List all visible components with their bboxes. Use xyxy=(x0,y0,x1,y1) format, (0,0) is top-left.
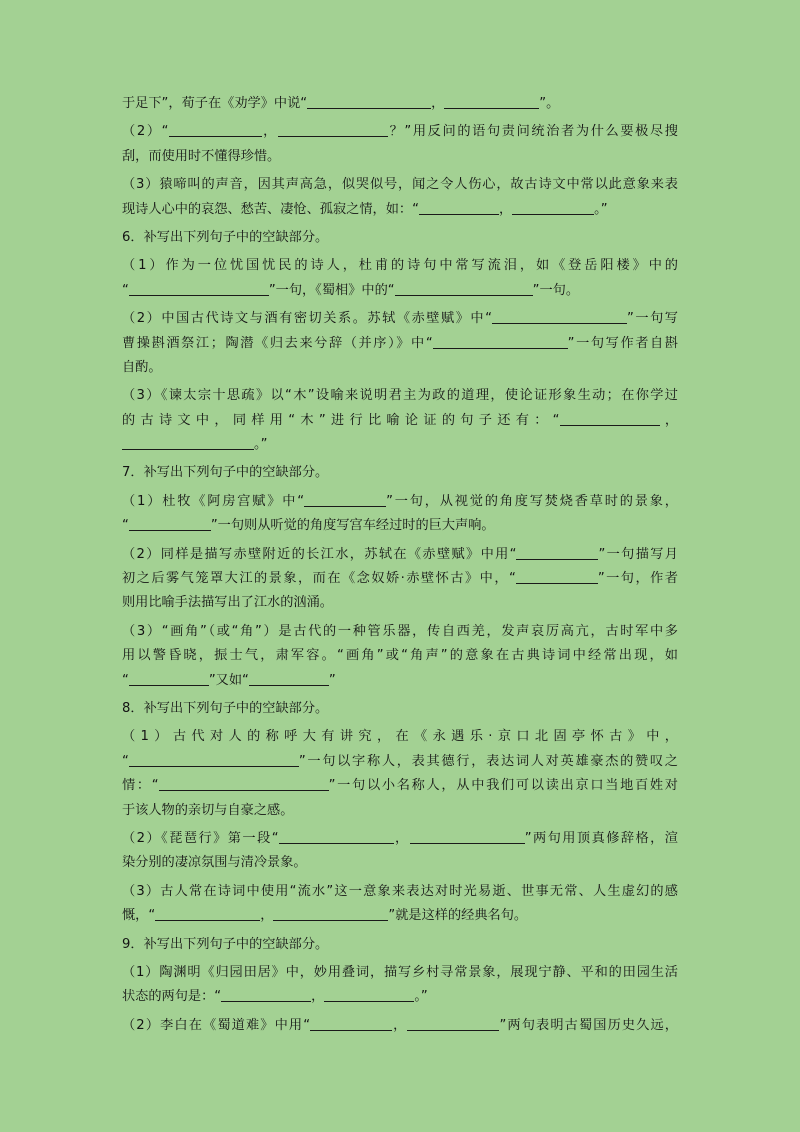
line-text: （3）“画角”（或“角”）是古代的一种管乐器，传自西羌，发声哀厉高亢，古时军中多 xyxy=(122,623,678,639)
text-line xyxy=(122,490,678,514)
line-text: （2）同样是描写赤壁附近的长江水，苏轼在《赤壁赋》中用“ xyxy=(122,546,517,562)
line-text: ”两句用顶真修辞格，渲 xyxy=(524,830,678,846)
text-line xyxy=(122,461,678,485)
line-text: “ xyxy=(122,672,129,688)
line-text: 状态的两句是：“ xyxy=(122,989,222,1005)
line-text: （2）李白在《蜀道难》中用“ xyxy=(122,1017,311,1033)
fill-in-blank[interactable] xyxy=(324,988,414,1002)
fill-in-blank[interactable] xyxy=(307,95,431,109)
text-line xyxy=(122,514,678,538)
text-line xyxy=(122,307,678,331)
fill-in-blank[interactable] xyxy=(249,672,329,686)
fill-in-blank[interactable] xyxy=(492,310,627,324)
line-text: ”一句。 xyxy=(532,282,580,298)
text-line xyxy=(122,774,678,798)
line-text: ， xyxy=(431,96,445,111)
line-text: 刮，而使用时不懂得珍惜。 xyxy=(122,148,281,164)
text-line xyxy=(122,145,678,169)
fill-in-blank[interactable] xyxy=(304,493,386,507)
fill-in-blank[interactable] xyxy=(395,282,533,296)
line-text: ， xyxy=(311,989,325,1005)
text-line xyxy=(122,669,678,693)
fill-in-blank[interactable] xyxy=(129,672,209,686)
line-text: 情：“ xyxy=(122,778,159,794)
fill-in-blank[interactable] xyxy=(129,282,269,296)
fill-in-blank[interactable] xyxy=(159,777,329,791)
text-line xyxy=(122,567,678,591)
line-text: （1）杜牧《阿房宫赋》中“ xyxy=(122,493,305,509)
text-line xyxy=(122,92,678,116)
line-text: ”一句以字称人，表其德行，表达词人对英雄豪杰的赞叹之 xyxy=(298,753,678,769)
fill-in-blank[interactable] xyxy=(129,753,299,767)
line-text: （2）中国古代诗文与酒有密切关系。苏轼《赤壁赋》中“ xyxy=(122,311,492,327)
line-text: 于该人物的亲切与自豪之感。 xyxy=(122,802,294,818)
line-text: ”一句描写月 xyxy=(598,546,678,562)
line-text: （3）《谏太宗十思疏》以“木”设喻来说明君主为政的道理，使论证形象生动；在你学过 xyxy=(122,388,678,404)
fill-in-blank[interactable] xyxy=(512,201,594,215)
line-text: 初之后雾气笼罩大江的景象，而在《念奴娇·赤壁怀古》中，“ xyxy=(122,571,516,587)
line-text: 的古诗文中，同样用“木”进行比喻论证的句子还有：“ xyxy=(122,412,560,428)
line-text: ， xyxy=(260,908,274,924)
line-text: 8．补写出下列句子中的空缺部分。 xyxy=(122,700,329,716)
line-text: 则用比喻手法描写出了江水的汹涌。 xyxy=(122,595,333,611)
text-line xyxy=(122,827,678,851)
line-text: 。” xyxy=(254,437,268,453)
text-line xyxy=(122,198,678,222)
line-text: 自酌。 xyxy=(122,359,162,375)
line-text: 6．补写出下列句子中的空缺部分。 xyxy=(122,229,329,245)
line-text: ”就是这样的经典名句。 xyxy=(388,908,528,924)
line-text: ”一句，作者 xyxy=(597,571,678,587)
line-text: （3）猿啼叫的声音，因其声高急，似哭似号，闻之令人伤心，故古诗文中常以此意象来表 xyxy=(122,177,678,193)
line-text: （1）作为一位忧国忧民的诗人，杜甫的诗句中常写流泪，如《登岳阳楼》中的 xyxy=(122,258,678,274)
text-line xyxy=(122,279,678,303)
line-text: ”一句则从听觉的角度写宫车经过时的巨大声响。 xyxy=(210,518,495,534)
text-line xyxy=(122,933,678,957)
text-line xyxy=(122,173,678,197)
line-text: ？”用反问的语句责问统治者为什么要极尽搜 xyxy=(387,124,678,140)
line-text: 染分别的凄凉氛围与清冷景象。 xyxy=(122,855,307,871)
line-text: 。” xyxy=(414,989,428,1005)
text-line xyxy=(122,409,678,433)
line-text: ”。 xyxy=(539,96,560,111)
line-text: （1）陶渊明《归园田居》中，妙用叠词，描写乡村寻常景象，展现宁静、平和的田园生活 xyxy=(122,964,678,980)
line-text: ”又如“ xyxy=(208,672,249,688)
fill-in-blank[interactable] xyxy=(516,546,598,560)
line-text: ”一句写作者自斟 xyxy=(567,335,678,351)
line-text: 曹操斟酒祭江；陶潜《归去来兮辞（并序）》中“ xyxy=(122,335,433,351)
line-text: “ xyxy=(122,518,129,534)
text-line xyxy=(122,961,678,985)
fill-in-blank[interactable] xyxy=(444,95,539,109)
text-line xyxy=(122,120,678,144)
text-line xyxy=(122,332,678,356)
line-text: ” xyxy=(328,672,336,688)
line-text: （1）古代对人的称呼大有讲究，在《永遇乐·京口北固亭怀古》中， xyxy=(122,729,678,745)
text-line xyxy=(122,620,678,644)
text-line xyxy=(122,384,678,408)
fill-in-blank[interactable] xyxy=(155,907,260,921)
fill-in-blank[interactable] xyxy=(273,907,388,921)
line-text: 。” xyxy=(594,201,608,217)
fill-in-blank[interactable] xyxy=(433,335,568,349)
text-line xyxy=(122,254,678,278)
fill-in-blank[interactable] xyxy=(407,1017,499,1031)
line-text: “ xyxy=(122,282,129,298)
text-line xyxy=(122,356,678,380)
line-text: ， xyxy=(659,412,678,428)
fill-in-blank[interactable] xyxy=(169,123,262,137)
line-text: 于足下”，荀子在《劝学》中说“ xyxy=(122,96,308,111)
text-line xyxy=(122,750,678,774)
line-text: ”一句写 xyxy=(627,311,678,327)
line-text: （3）古人常在诗词中使用“流水”这一意象来表达对时光易逝、世事无常、人生虚幻的感 xyxy=(122,883,678,899)
text-line xyxy=(122,985,678,1009)
fill-in-blank[interactable] xyxy=(278,123,388,137)
fill-in-blank[interactable] xyxy=(310,1017,392,1031)
text-line xyxy=(122,725,678,749)
text-line xyxy=(122,880,678,904)
fill-in-blank[interactable] xyxy=(516,570,598,584)
text-line xyxy=(122,644,678,668)
fill-in-blank[interactable] xyxy=(221,988,311,1002)
line-text: ”一句以小名称人，从中我们可以读出京口当地百姓对 xyxy=(328,778,678,794)
text-line xyxy=(122,851,678,875)
line-text: ， xyxy=(392,1017,408,1033)
fill-in-blank[interactable] xyxy=(410,830,525,844)
line-text: （2）《琵琶行》第一段“ xyxy=(122,830,279,846)
text-line xyxy=(122,1014,678,1038)
line-text: ”两句表明古蜀国历史久远， xyxy=(499,1017,678,1033)
line-text: ， xyxy=(393,830,410,846)
line-text: 7．补写出下列句子中的空缺部分。 xyxy=(122,465,329,481)
text-line xyxy=(122,591,678,615)
fill-in-blank[interactable] xyxy=(129,517,211,531)
text-line xyxy=(122,433,678,457)
exercise-text xyxy=(122,92,678,1038)
line-text: ”一句，从视觉的角度写焚烧香草时的景象， xyxy=(386,493,678,509)
line-text: ， xyxy=(498,201,513,217)
text-line xyxy=(122,543,678,567)
fill-in-blank[interactable] xyxy=(419,201,499,215)
text-line xyxy=(122,226,678,250)
line-text: 现诗人心中的哀怨、愁苦、凄怆、孤寂之情，如：“ xyxy=(122,201,419,217)
text-line xyxy=(122,697,678,721)
text-line xyxy=(122,799,678,823)
fill-in-blank[interactable] xyxy=(122,436,254,450)
fill-in-blank[interactable] xyxy=(560,412,660,426)
line-text: “ xyxy=(122,753,129,769)
line-text: 9．补写出下列句子中的空缺部分。 xyxy=(122,936,329,952)
line-text: ， xyxy=(261,124,278,140)
line-text: 用以警昏晓，振士气，肃军容。“画角”或“角声”的意象在古典诗词中经常出现，如 xyxy=(122,648,678,664)
fill-in-blank[interactable] xyxy=(279,830,394,844)
text-line xyxy=(122,904,678,928)
line-text: （2）“ xyxy=(122,124,169,140)
line-text: ”一句，《蜀相》中的“ xyxy=(268,282,395,298)
line-text: 慨，“ xyxy=(122,908,156,924)
